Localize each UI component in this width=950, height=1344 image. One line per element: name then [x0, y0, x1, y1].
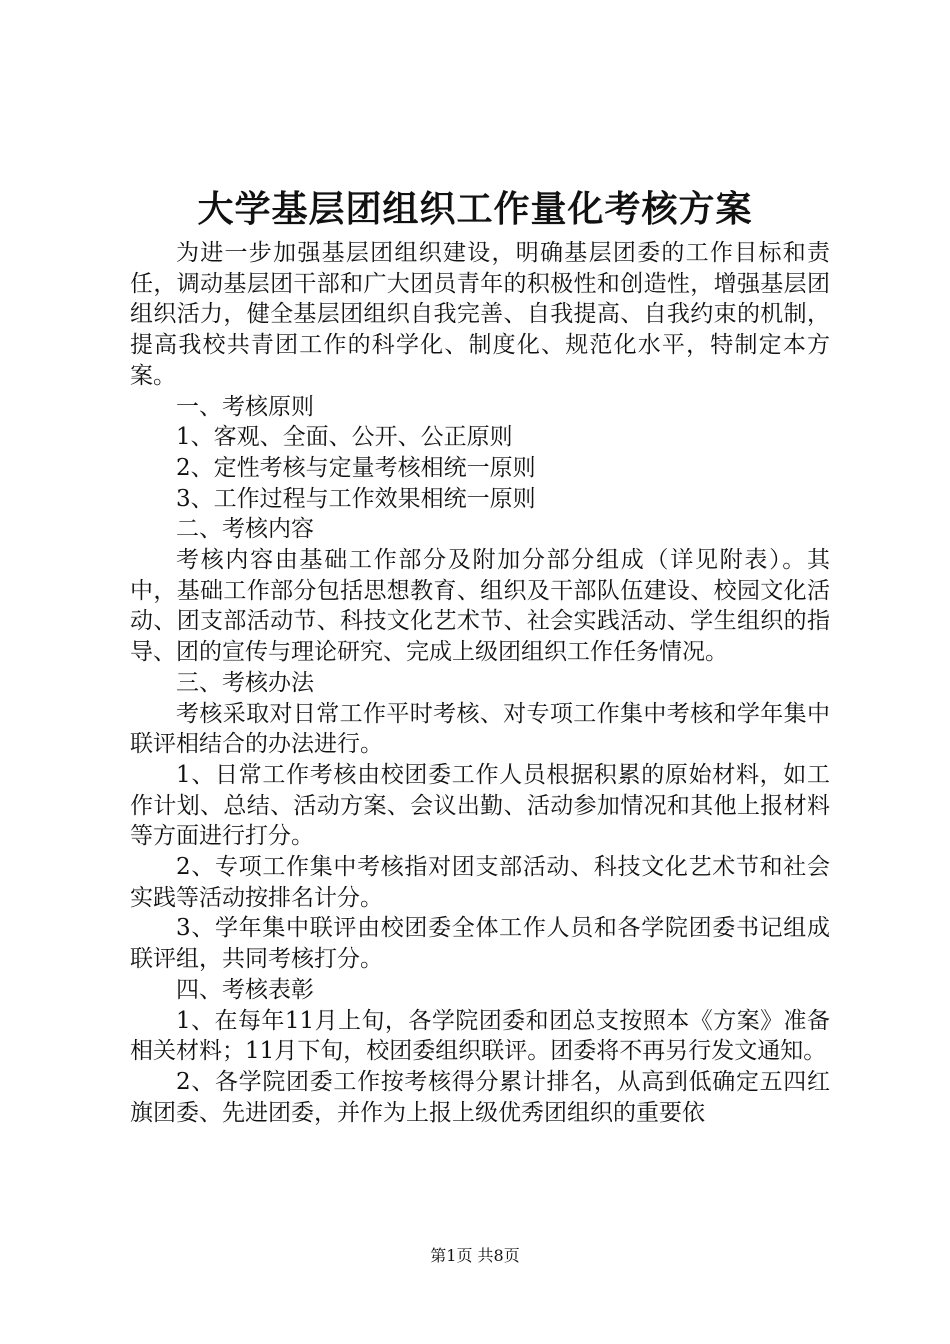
method-item: 2、专项工作集中考核指对团支部活动、科技文化艺术节和社会实践等活动按排名计分。	[130, 854, 830, 911]
page-footer: 第1页 共8页	[430, 1246, 520, 1265]
method-item: 1、日常工作考核由校团委工作人员根据积累的原始材料，如工作计划、总结、活动方案、会议出勤、活动参加情况和其他上报材料等方面进行打分。	[130, 761, 830, 850]
principle-item: 2、定性考核与定量考核相统一原则	[176, 454, 536, 481]
intro-paragraph: 为进一步加强基层团组织建设，明确基层团委的工作目标和责任，调动基层团干部和广大团员青年的积极性和创造性，增强基层团组织活力，健全基层团组织自我完善、自我提高、自我约束的机制，提高我校共青团工作的科学化、制度化、规范化水平，特制定本方案。	[130, 240, 830, 389]
section-heading-awards: 四、考核表彰	[176, 976, 314, 1003]
document-body	[130, 238, 830, 1128]
content-paragraph: 考核内容由基础工作部分及附加分部分组成（详见附表）。其中，基础工作部分包括思想教育、组织及干部队伍建设、校园文化活动、团支部活动节、科技文化艺术节、社会实践活动、学生组织的指导、团的宣传与理论研究、完成上级团组织工作任务情况。	[130, 547, 830, 666]
section-heading-content: 二、考核内容	[176, 516, 314, 543]
document-title: 大学基层团组织工作量化考核方案	[197, 188, 753, 230]
section-heading-methods: 三、考核办法	[176, 669, 314, 696]
method-item: 3、学年集中联评由校团委全体工作人员和各学院团委书记组成联评组，共同考核打分。	[130, 915, 830, 973]
section-heading-principles: 一、考核原则	[176, 393, 314, 420]
principle-item: 1、客观、全面、公开、公正原则	[176, 424, 513, 451]
award-item: 1、在每年11月上旬，各学院团委和团总支按照本《方案》准备相关材料；11月下旬，校团委组织联评。团委将不再另行发文通知。	[130, 1007, 830, 1065]
award-item: 2、各学院团委工作按考核得分累计排名，从高到低确定五四红旗团委、先进团委，并作为上报上级优秀团组织的重要依	[130, 1068, 830, 1126]
methods-paragraph: 考核采取对日常工作平时考核、对专项工作集中考核和学年集中联评相结合的办法进行。	[130, 700, 830, 758]
principle-item: 3、工作过程与工作效果相统一原则	[176, 485, 536, 512]
